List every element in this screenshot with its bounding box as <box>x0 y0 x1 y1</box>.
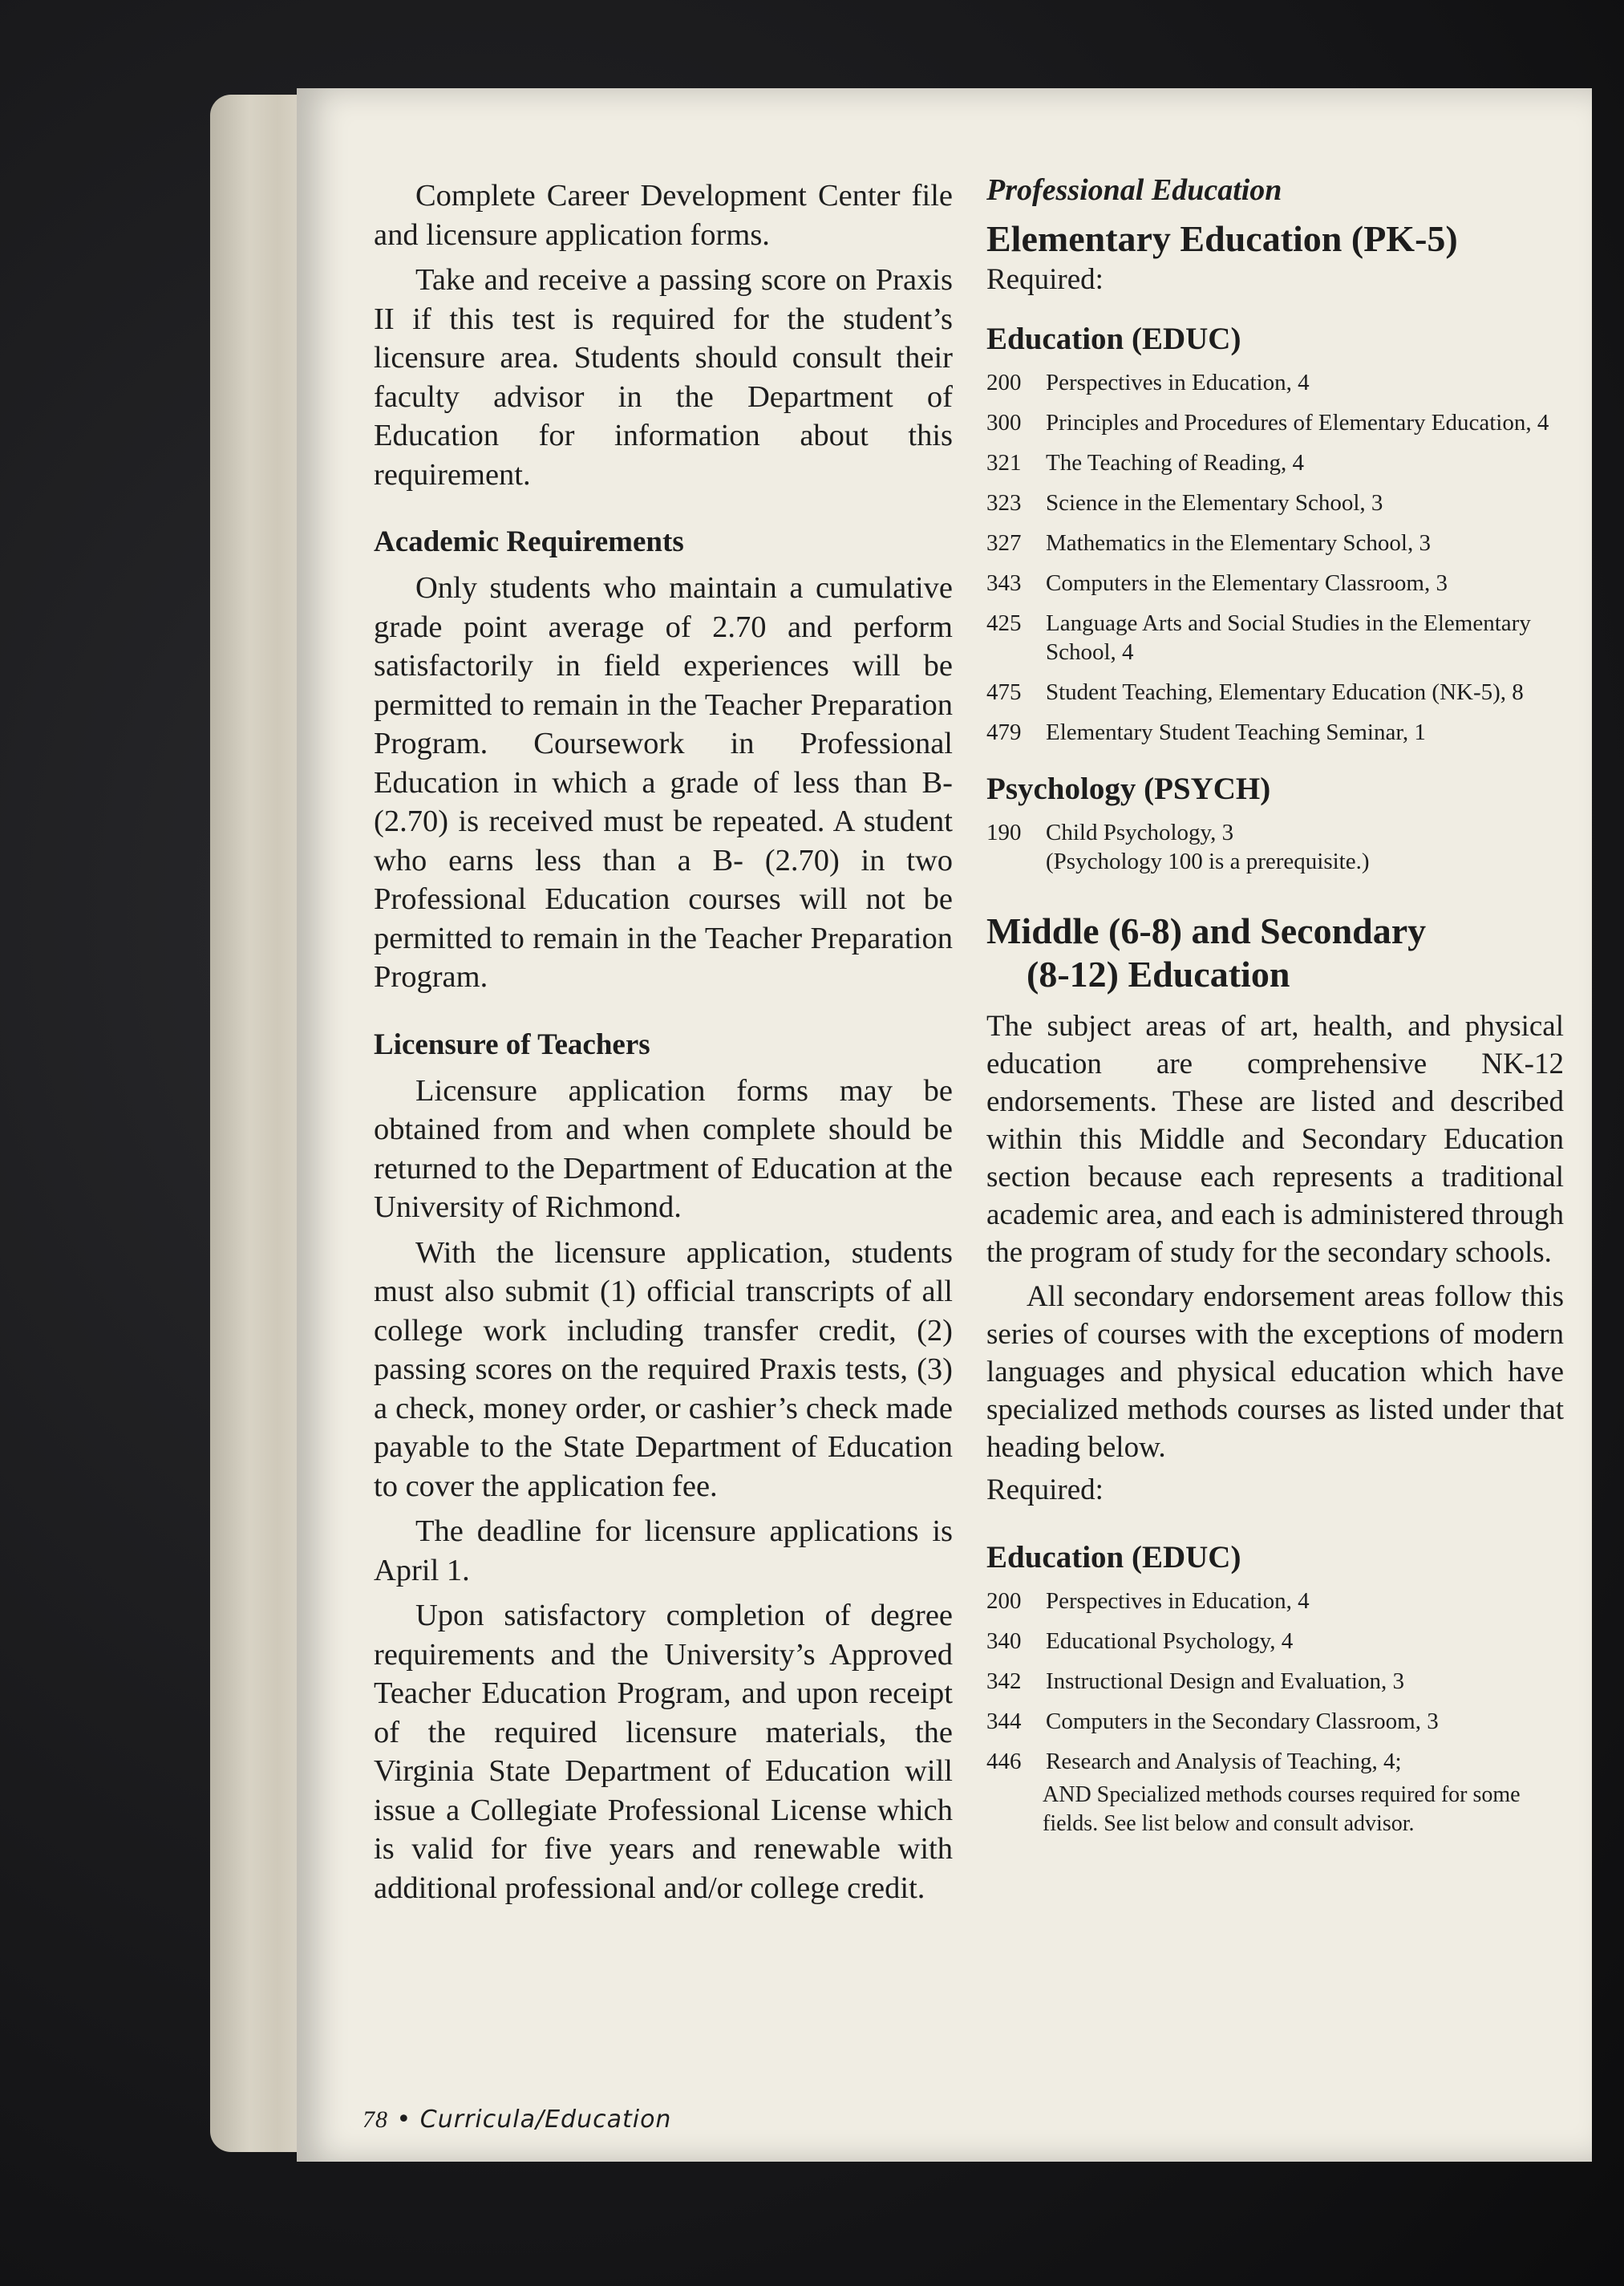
course-title: Perspectives in Education, 4 <box>1046 1588 1310 1614</box>
course-item <box>986 408 1564 437</box>
course-number: 344 <box>986 1708 1022 1734</box>
course-item <box>986 368 1564 397</box>
paragraph-licensure-submit: With the licensure application, students must also submit (1) official transcripts of all college work including transfer credit, (2) passing scores on the required Praxis tests, (3) a check, money order, or cashier’s check made payable to the State Department of Education to cover the application fee. <box>374 1235 953 1503</box>
left-column <box>374 176 953 1914</box>
course-prerequisite-note: (Psychology 100 is a prerequisite.) <box>1046 849 1370 874</box>
paragraph-licensure-issue: Upon satisfactory completion of degree requirements and the University’s Approved Teacher Education Program, and upon receipt of the required licensure materials, the Virginia State Department of Education will issue a Collegiate Professional License which is valid for five years and renewable with additional professional and/or college credit. <box>374 1599 953 1905</box>
paragraph-academic-requirements: Only students who maintain a cumulative grade point average of 2.70 and perform satisfactorily in field experiences will be permitted to remain in the Teacher Preparation Program. Coursework in Professional Education in which a grade of less than B- (2.70) is received must be repeated. A student who earns less than a B- (2.70) in two Professional Education courses will not be permitted to remain in the Teacher Preparation Program. <box>374 571 953 994</box>
course-number: 446 <box>986 1749 1022 1774</box>
course-number: 475 <box>986 679 1022 705</box>
course-number: 425 <box>986 610 1022 636</box>
course-item <box>986 1707 1564 1736</box>
heading-academic-requirements: Academic Requirements <box>374 525 684 558</box>
course-title: The Teaching of Reading, 4 <box>1046 450 1304 476</box>
course-item <box>986 1747 1564 1776</box>
heading-elementary-education: Elementary Education (PK-5) <box>986 218 1458 259</box>
paragraph-licensure-forms: Licensure application forms may be obtained from and when complete should be returned to the Department of Education at the University of Richmond. <box>374 1073 953 1224</box>
heading-elementary-educ: Education (EDUC) <box>986 322 1241 356</box>
course-item <box>986 569 1564 598</box>
course-number: 343 <box>986 570 1022 596</box>
course-title: Student Teaching, Elementary Education (NK-5), 8 <box>1046 679 1524 705</box>
course-title: Principles and Procedures of Elementary Education, 4 <box>1046 410 1549 436</box>
course-title: Child Psychology, 3 <box>1046 820 1234 845</box>
footer-bullet: • <box>396 2106 412 2134</box>
heading-secondary-educ: Education (EDUC) <box>986 1540 1241 1575</box>
secondary-required-label: Required: <box>986 1473 1104 1506</box>
course-title: Mathematics in the Elementary School, 3 <box>1046 530 1431 556</box>
course-number: 479 <box>986 719 1022 745</box>
course-title: Educational Psychology, 4 <box>1046 1628 1294 1654</box>
course-number: 323 <box>986 490 1022 516</box>
course-title: Research and Analysis of Teaching, 4; <box>1046 1749 1402 1774</box>
course-title-block <box>1046 818 1564 876</box>
specialized-methods-note: AND Specialized methods courses required for some fields. See list below and consult advisor. <box>1043 1782 1521 1836</box>
paragraph-career-file: Complete Career Development Center file and licensure application forms. <box>374 179 953 252</box>
course-number: 190 <box>986 820 1022 845</box>
course-item <box>986 678 1564 707</box>
heading-middle-secondary-line1: Middle (6-8) and Secondary <box>986 910 1427 951</box>
course-title: Perspectives in Education, 4 <box>1046 370 1310 395</box>
course-item <box>986 1587 1564 1615</box>
paragraph-subject-areas: The subject areas of art, health, and physical education are comprehensive NK-12 endorsements. These are listed and described within this Middle and Secondary Education section because each represents a traditional academic area, and each is administered through the program of study for the secondary schools. <box>986 1010 1564 1269</box>
book-page <box>297 88 1592 2162</box>
footer-section-title: Curricula/Education <box>419 2106 672 2134</box>
course-item <box>986 448 1564 477</box>
paragraph-licensure-deadline: The deadline for licensure applications is April 1. <box>374 1514 953 1587</box>
psychology-course-list <box>986 818 1564 876</box>
paragraph-secondary-endorsements: All secondary endorsement areas follow this series of courses with the exceptions of modern languages and physical education which have specialized methods courses as listed under that heading below. <box>986 1280 1564 1464</box>
course-title: Instructional Design and Evaluation, 3 <box>1046 1668 1404 1694</box>
course-item <box>986 818 1564 876</box>
right-column <box>986 172 1564 1838</box>
course-title: Computers in the Elementary Classroom, 3 <box>1046 570 1448 596</box>
course-item <box>986 1627 1564 1656</box>
heading-licensure: Licensure of Teachers <box>374 1027 650 1061</box>
course-number: 327 <box>986 530 1022 556</box>
course-item <box>986 718 1564 747</box>
course-number: 200 <box>986 370 1022 395</box>
course-number: 342 <box>986 1668 1022 1694</box>
course-title: Language Arts and Social Studies in the Elementary School, 4 <box>1046 610 1531 665</box>
course-title: Elementary Student Teaching Seminar, 1 <box>1046 719 1426 745</box>
course-item <box>986 609 1564 667</box>
course-number: 340 <box>986 1628 1022 1654</box>
course-title: Science in the Elementary School, 3 <box>1046 490 1383 516</box>
paragraph-praxis: Take and receive a passing score on Praxis II if this test is required for the student’s licensure area. Students should consult their faculty advisor in the Department of Education for information about this requirement. <box>374 263 953 492</box>
elementary-required-label: Required: <box>986 263 1104 296</box>
heading-psychology: Psychology (PSYCH) <box>986 772 1271 806</box>
heading-middle-secondary-line2: (8-12) Education <box>1027 954 1290 995</box>
course-number: 321 <box>986 450 1022 476</box>
course-item <box>986 529 1564 557</box>
elementary-course-list <box>986 368 1564 747</box>
course-number: 200 <box>986 1588 1022 1614</box>
section-label: Professional Education <box>986 173 1282 207</box>
course-item <box>986 488 1564 517</box>
page-number: 78 <box>362 2106 388 2133</box>
course-item <box>986 1667 1564 1696</box>
page-footer <box>362 2106 671 2134</box>
course-number: 300 <box>986 410 1022 436</box>
course-title: Computers in the Secondary Classroom, 3 <box>1046 1708 1439 1734</box>
secondary-course-list <box>986 1587 1564 1776</box>
